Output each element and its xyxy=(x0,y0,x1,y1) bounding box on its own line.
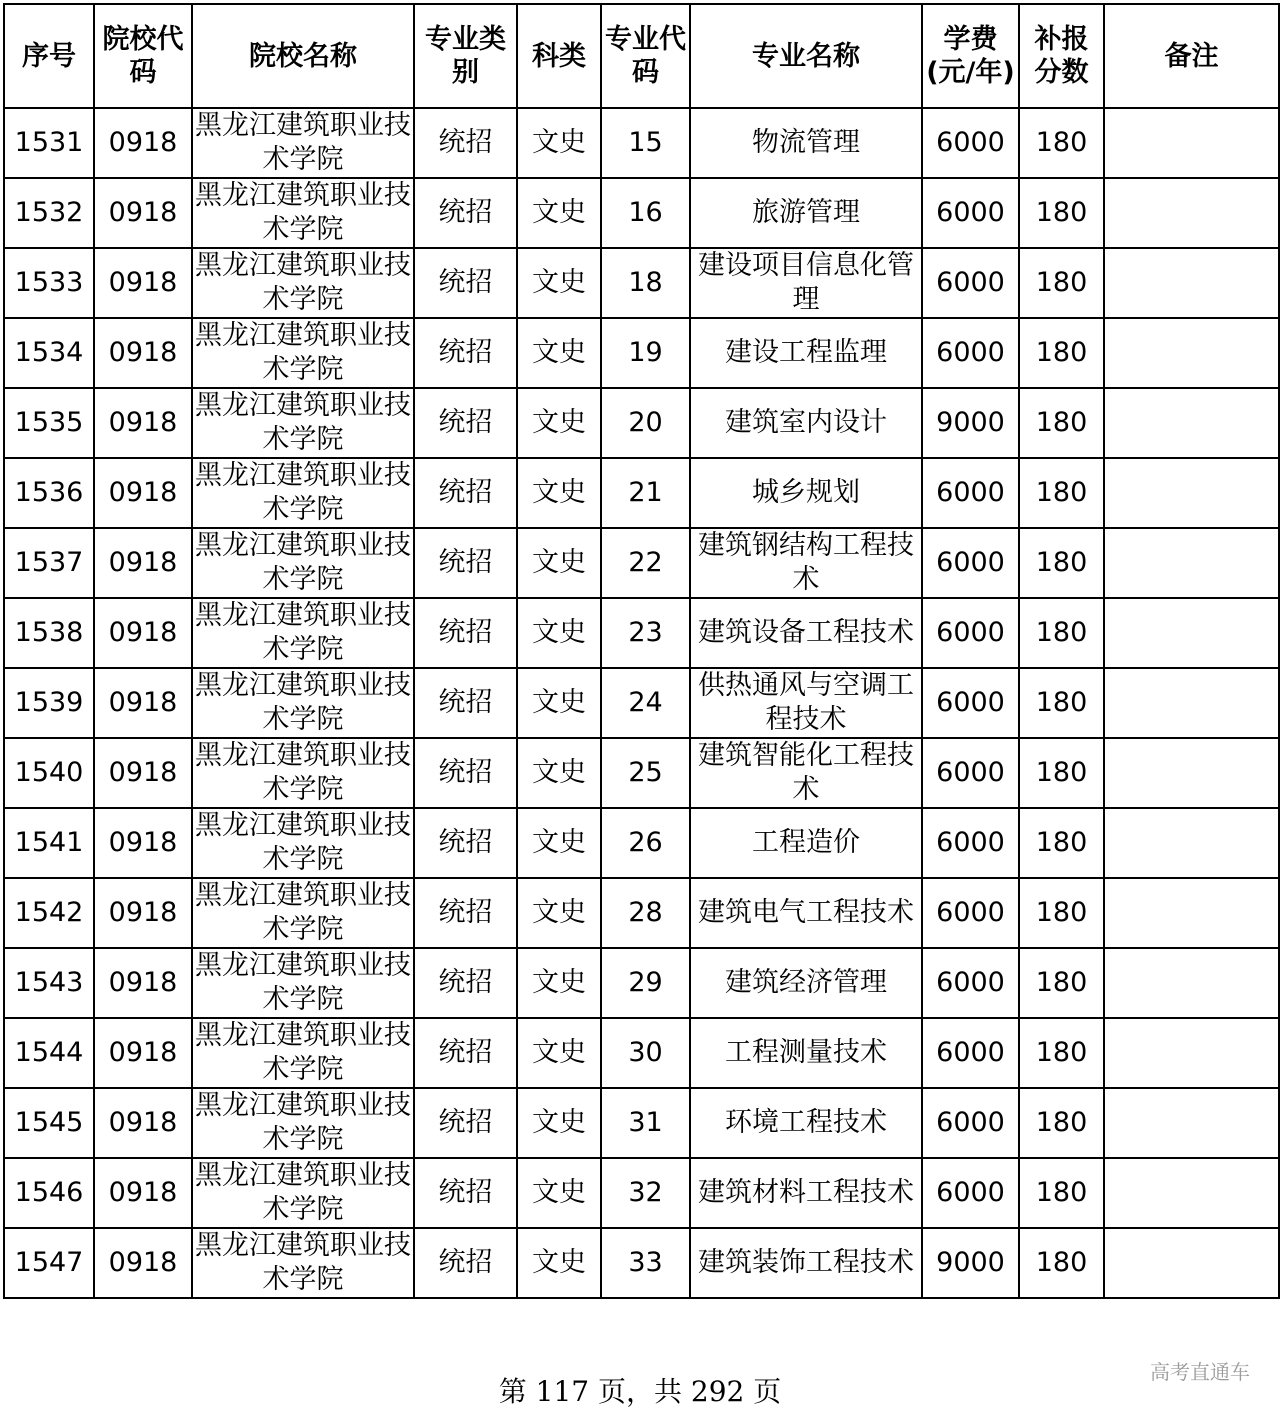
cell-category: 文史 xyxy=(517,108,601,178)
cell-major-code: 33 xyxy=(601,1228,690,1298)
table-row xyxy=(4,738,1279,808)
cell-category: 文史 xyxy=(517,318,601,388)
table-row xyxy=(4,1088,1279,1158)
table-row xyxy=(4,1158,1279,1228)
cell-school-code: 0918 xyxy=(94,528,192,598)
cell-major-code: 28 xyxy=(601,878,690,948)
cell-category: 文史 xyxy=(517,248,601,318)
cell-fee: 6000 xyxy=(922,318,1019,388)
table-row xyxy=(4,458,1279,528)
table-header-row xyxy=(4,4,1279,108)
cell-note xyxy=(1104,598,1279,668)
cell-category: 文史 xyxy=(517,178,601,248)
cell-score: 180 xyxy=(1019,598,1104,668)
cell-seq: 1543 xyxy=(4,948,94,1018)
cell-note xyxy=(1104,388,1279,458)
page-number: 第 117 页，共 292 页 xyxy=(498,1375,782,1408)
watermark-text: 高考直通车 xyxy=(1150,1360,1250,1384)
cell-school-code: 0918 xyxy=(94,458,192,528)
cell-major-type: 统招 xyxy=(414,318,517,388)
table-row xyxy=(4,878,1279,948)
table-row xyxy=(4,318,1279,388)
cell-score: 180 xyxy=(1019,108,1104,178)
cell-school-name: 黑龙江建筑职业技术学院 xyxy=(192,1088,414,1158)
table-row xyxy=(4,1018,1279,1088)
cell-major-name: 建筑智能化工程技术 xyxy=(690,738,922,808)
cell-note xyxy=(1104,878,1279,948)
cell-fee: 6000 xyxy=(922,248,1019,318)
cell-major-type: 统招 xyxy=(414,108,517,178)
cell-fee: 9000 xyxy=(922,1228,1019,1298)
cell-fee: 6000 xyxy=(922,948,1019,1018)
cell-seq: 1539 xyxy=(4,668,94,738)
cell-seq: 1545 xyxy=(4,1088,94,1158)
cell-school-name: 黑龙江建筑职业技术学院 xyxy=(192,108,414,178)
cell-major-name: 建筑设备工程技术 xyxy=(690,598,922,668)
cell-fee: 6000 xyxy=(922,458,1019,528)
cell-score: 180 xyxy=(1019,248,1104,318)
cell-score: 180 xyxy=(1019,948,1104,1018)
cell-major-type: 统招 xyxy=(414,878,517,948)
cell-school-name: 黑龙江建筑职业技术学院 xyxy=(192,458,414,528)
cell-score: 180 xyxy=(1019,738,1104,808)
cell-note xyxy=(1104,738,1279,808)
cell-fee: 6000 xyxy=(922,668,1019,738)
cell-school-name: 黑龙江建筑职业技术学院 xyxy=(192,948,414,1018)
cell-note xyxy=(1104,528,1279,598)
cell-fee: 6000 xyxy=(922,1088,1019,1158)
header-major-code: 专业代码 xyxy=(601,4,690,108)
cell-score: 180 xyxy=(1019,178,1104,248)
cell-note xyxy=(1104,178,1279,248)
cell-seq: 1532 xyxy=(4,178,94,248)
header-major-name: 专业名称 xyxy=(690,4,922,108)
table-row xyxy=(4,528,1279,598)
cell-note xyxy=(1104,318,1279,388)
header-seq: 序号 xyxy=(4,4,94,108)
cell-note xyxy=(1104,248,1279,318)
cell-category: 文史 xyxy=(517,458,601,528)
cell-major-code: 24 xyxy=(601,668,690,738)
cell-major-type: 统招 xyxy=(414,738,517,808)
cell-major-code: 22 xyxy=(601,528,690,598)
cell-school-name: 黑龙江建筑职业技术学院 xyxy=(192,808,414,878)
cell-note xyxy=(1104,1088,1279,1158)
cell-school-name: 黑龙江建筑职业技术学院 xyxy=(192,1158,414,1228)
cell-seq: 1535 xyxy=(4,388,94,458)
cell-major-name: 旅游管理 xyxy=(690,178,922,248)
cell-major-type: 统招 xyxy=(414,1158,517,1228)
cell-seq: 1536 xyxy=(4,458,94,528)
header-school-code: 院校代码 xyxy=(94,4,192,108)
cell-fee: 6000 xyxy=(922,878,1019,948)
cell-seq: 1541 xyxy=(4,808,94,878)
table-row xyxy=(4,668,1279,738)
cell-seq: 1538 xyxy=(4,598,94,668)
cell-seq: 1531 xyxy=(4,108,94,178)
cell-school-name: 黑龙江建筑职业技术学院 xyxy=(192,178,414,248)
cell-major-name: 建筑经济管理 xyxy=(690,948,922,1018)
cell-seq: 1546 xyxy=(4,1158,94,1228)
table-row xyxy=(4,1228,1279,1298)
table-row xyxy=(4,808,1279,878)
cell-school-code: 0918 xyxy=(94,108,192,178)
cell-note xyxy=(1104,1228,1279,1298)
cell-seq: 1533 xyxy=(4,248,94,318)
cell-major-code: 20 xyxy=(601,388,690,458)
header-major-type: 专业类别 xyxy=(414,4,517,108)
cell-school-code: 0918 xyxy=(94,598,192,668)
cell-score: 180 xyxy=(1019,458,1104,528)
cell-major-code: 30 xyxy=(601,1018,690,1088)
table-row xyxy=(4,108,1279,178)
admission-table xyxy=(3,3,1280,1299)
cell-major-name: 建筑室内设计 xyxy=(690,388,922,458)
table-row xyxy=(4,248,1279,318)
cell-major-code: 21 xyxy=(601,458,690,528)
cell-school-name: 黑龙江建筑职业技术学院 xyxy=(192,248,414,318)
cell-category: 文史 xyxy=(517,808,601,878)
cell-major-name: 建设项目信息化管理 xyxy=(690,248,922,318)
cell-school-code: 0918 xyxy=(94,1158,192,1228)
cell-seq: 1547 xyxy=(4,1228,94,1298)
cell-school-code: 0918 xyxy=(94,878,192,948)
cell-category: 文史 xyxy=(517,528,601,598)
cell-category: 文史 xyxy=(517,878,601,948)
header-score: 补报分数 xyxy=(1019,4,1104,108)
header-school-name: 院校名称 xyxy=(192,4,414,108)
cell-major-type: 统招 xyxy=(414,528,517,598)
cell-score: 180 xyxy=(1019,808,1104,878)
cell-note xyxy=(1104,1158,1279,1228)
cell-category: 文史 xyxy=(517,598,601,668)
cell-major-name: 环境工程技术 xyxy=(690,1088,922,1158)
cell-seq: 1544 xyxy=(4,1018,94,1088)
cell-major-type: 统招 xyxy=(414,458,517,528)
cell-major-name: 城乡规划 xyxy=(690,458,922,528)
cell-category: 文史 xyxy=(517,668,601,738)
cell-school-code: 0918 xyxy=(94,738,192,808)
cell-category: 文史 xyxy=(517,1088,601,1158)
table-row xyxy=(4,598,1279,668)
cell-major-name: 工程造价 xyxy=(690,808,922,878)
cell-school-name: 黑龙江建筑职业技术学院 xyxy=(192,318,414,388)
cell-major-code: 18 xyxy=(601,248,690,318)
cell-seq: 1534 xyxy=(4,318,94,388)
cell-school-code: 0918 xyxy=(94,1088,192,1158)
header-fee: 学费(元/年) xyxy=(922,4,1019,108)
cell-major-type: 统招 xyxy=(414,1088,517,1158)
cell-note xyxy=(1104,808,1279,878)
cell-major-code: 25 xyxy=(601,738,690,808)
cell-school-name: 黑龙江建筑职业技术学院 xyxy=(192,598,414,668)
cell-school-name: 黑龙江建筑职业技术学院 xyxy=(192,1228,414,1298)
cell-school-code: 0918 xyxy=(94,178,192,248)
cell-school-code: 0918 xyxy=(94,808,192,878)
table-row xyxy=(4,388,1279,458)
table-body xyxy=(4,108,1279,1298)
header-note: 备注 xyxy=(1104,4,1279,108)
cell-major-name: 工程测量技术 xyxy=(690,1018,922,1088)
cell-school-name: 黑龙江建筑职业技术学院 xyxy=(192,668,414,738)
header-category: 科类 xyxy=(517,4,601,108)
cell-seq: 1540 xyxy=(4,738,94,808)
cell-major-code: 32 xyxy=(601,1158,690,1228)
cell-fee: 9000 xyxy=(922,388,1019,458)
cell-school-code: 0918 xyxy=(94,1018,192,1088)
cell-fee: 6000 xyxy=(922,108,1019,178)
cell-school-code: 0918 xyxy=(94,948,192,1018)
cell-school-name: 黑龙江建筑职业技术学院 xyxy=(192,878,414,948)
cell-note xyxy=(1104,948,1279,1018)
cell-major-code: 15 xyxy=(601,108,690,178)
cell-major-code: 23 xyxy=(601,598,690,668)
cell-major-name: 物流管理 xyxy=(690,108,922,178)
cell-school-name: 黑龙江建筑职业技术学院 xyxy=(192,1018,414,1088)
cell-school-code: 0918 xyxy=(94,318,192,388)
cell-school-name: 黑龙江建筑职业技术学院 xyxy=(192,388,414,458)
cell-major-code: 19 xyxy=(601,318,690,388)
cell-category: 文史 xyxy=(517,388,601,458)
cell-school-name: 黑龙江建筑职业技术学院 xyxy=(192,528,414,598)
table-row xyxy=(4,178,1279,248)
cell-score: 180 xyxy=(1019,1088,1104,1158)
cell-score: 180 xyxy=(1019,668,1104,738)
cell-score: 180 xyxy=(1019,1018,1104,1088)
cell-major-name: 建筑装饰工程技术 xyxy=(690,1228,922,1298)
cell-score: 180 xyxy=(1019,318,1104,388)
cell-fee: 6000 xyxy=(922,738,1019,808)
cell-school-code: 0918 xyxy=(94,668,192,738)
cell-major-type: 统招 xyxy=(414,248,517,318)
cell-major-type: 统招 xyxy=(414,178,517,248)
cell-score: 180 xyxy=(1019,878,1104,948)
cell-score: 180 xyxy=(1019,1228,1104,1298)
cell-fee: 6000 xyxy=(922,178,1019,248)
cell-category: 文史 xyxy=(517,948,601,1018)
cell-major-name: 供热通风与空调工程技术 xyxy=(690,668,922,738)
cell-major-type: 统招 xyxy=(414,1228,517,1298)
cell-major-name: 建筑钢结构工程技术 xyxy=(690,528,922,598)
cell-fee: 6000 xyxy=(922,808,1019,878)
cell-major-name: 建设工程监理 xyxy=(690,318,922,388)
cell-fee: 6000 xyxy=(922,1158,1019,1228)
cell-note xyxy=(1104,1018,1279,1088)
cell-school-code: 0918 xyxy=(94,1228,192,1298)
cell-major-name: 建筑材料工程技术 xyxy=(690,1158,922,1228)
cell-major-type: 统招 xyxy=(414,948,517,1018)
cell-major-code: 29 xyxy=(601,948,690,1018)
cell-seq: 1542 xyxy=(4,878,94,948)
table-row xyxy=(4,948,1279,1018)
cell-category: 文史 xyxy=(517,738,601,808)
cell-major-name: 建筑电气工程技术 xyxy=(690,878,922,948)
cell-score: 180 xyxy=(1019,1158,1104,1228)
cell-major-type: 统招 xyxy=(414,598,517,668)
cell-note xyxy=(1104,458,1279,528)
cell-note xyxy=(1104,108,1279,178)
cell-major-code: 16 xyxy=(601,178,690,248)
cell-major-type: 统招 xyxy=(414,668,517,738)
cell-seq: 1537 xyxy=(4,528,94,598)
cell-score: 180 xyxy=(1019,388,1104,458)
cell-fee: 6000 xyxy=(922,1018,1019,1088)
cell-category: 文史 xyxy=(517,1228,601,1298)
cell-school-name: 黑龙江建筑职业技术学院 xyxy=(192,738,414,808)
cell-fee: 6000 xyxy=(922,598,1019,668)
cell-school-code: 0918 xyxy=(94,388,192,458)
cell-fee: 6000 xyxy=(922,528,1019,598)
cell-major-type: 统招 xyxy=(414,808,517,878)
cell-category: 文史 xyxy=(517,1018,601,1088)
cell-major-code: 31 xyxy=(601,1088,690,1158)
cell-category: 文史 xyxy=(517,1158,601,1228)
cell-school-code: 0918 xyxy=(94,248,192,318)
cell-major-type: 统招 xyxy=(414,388,517,458)
cell-major-type: 统招 xyxy=(414,1018,517,1088)
cell-score: 180 xyxy=(1019,528,1104,598)
cell-note xyxy=(1104,668,1279,738)
cell-major-code: 26 xyxy=(601,808,690,878)
